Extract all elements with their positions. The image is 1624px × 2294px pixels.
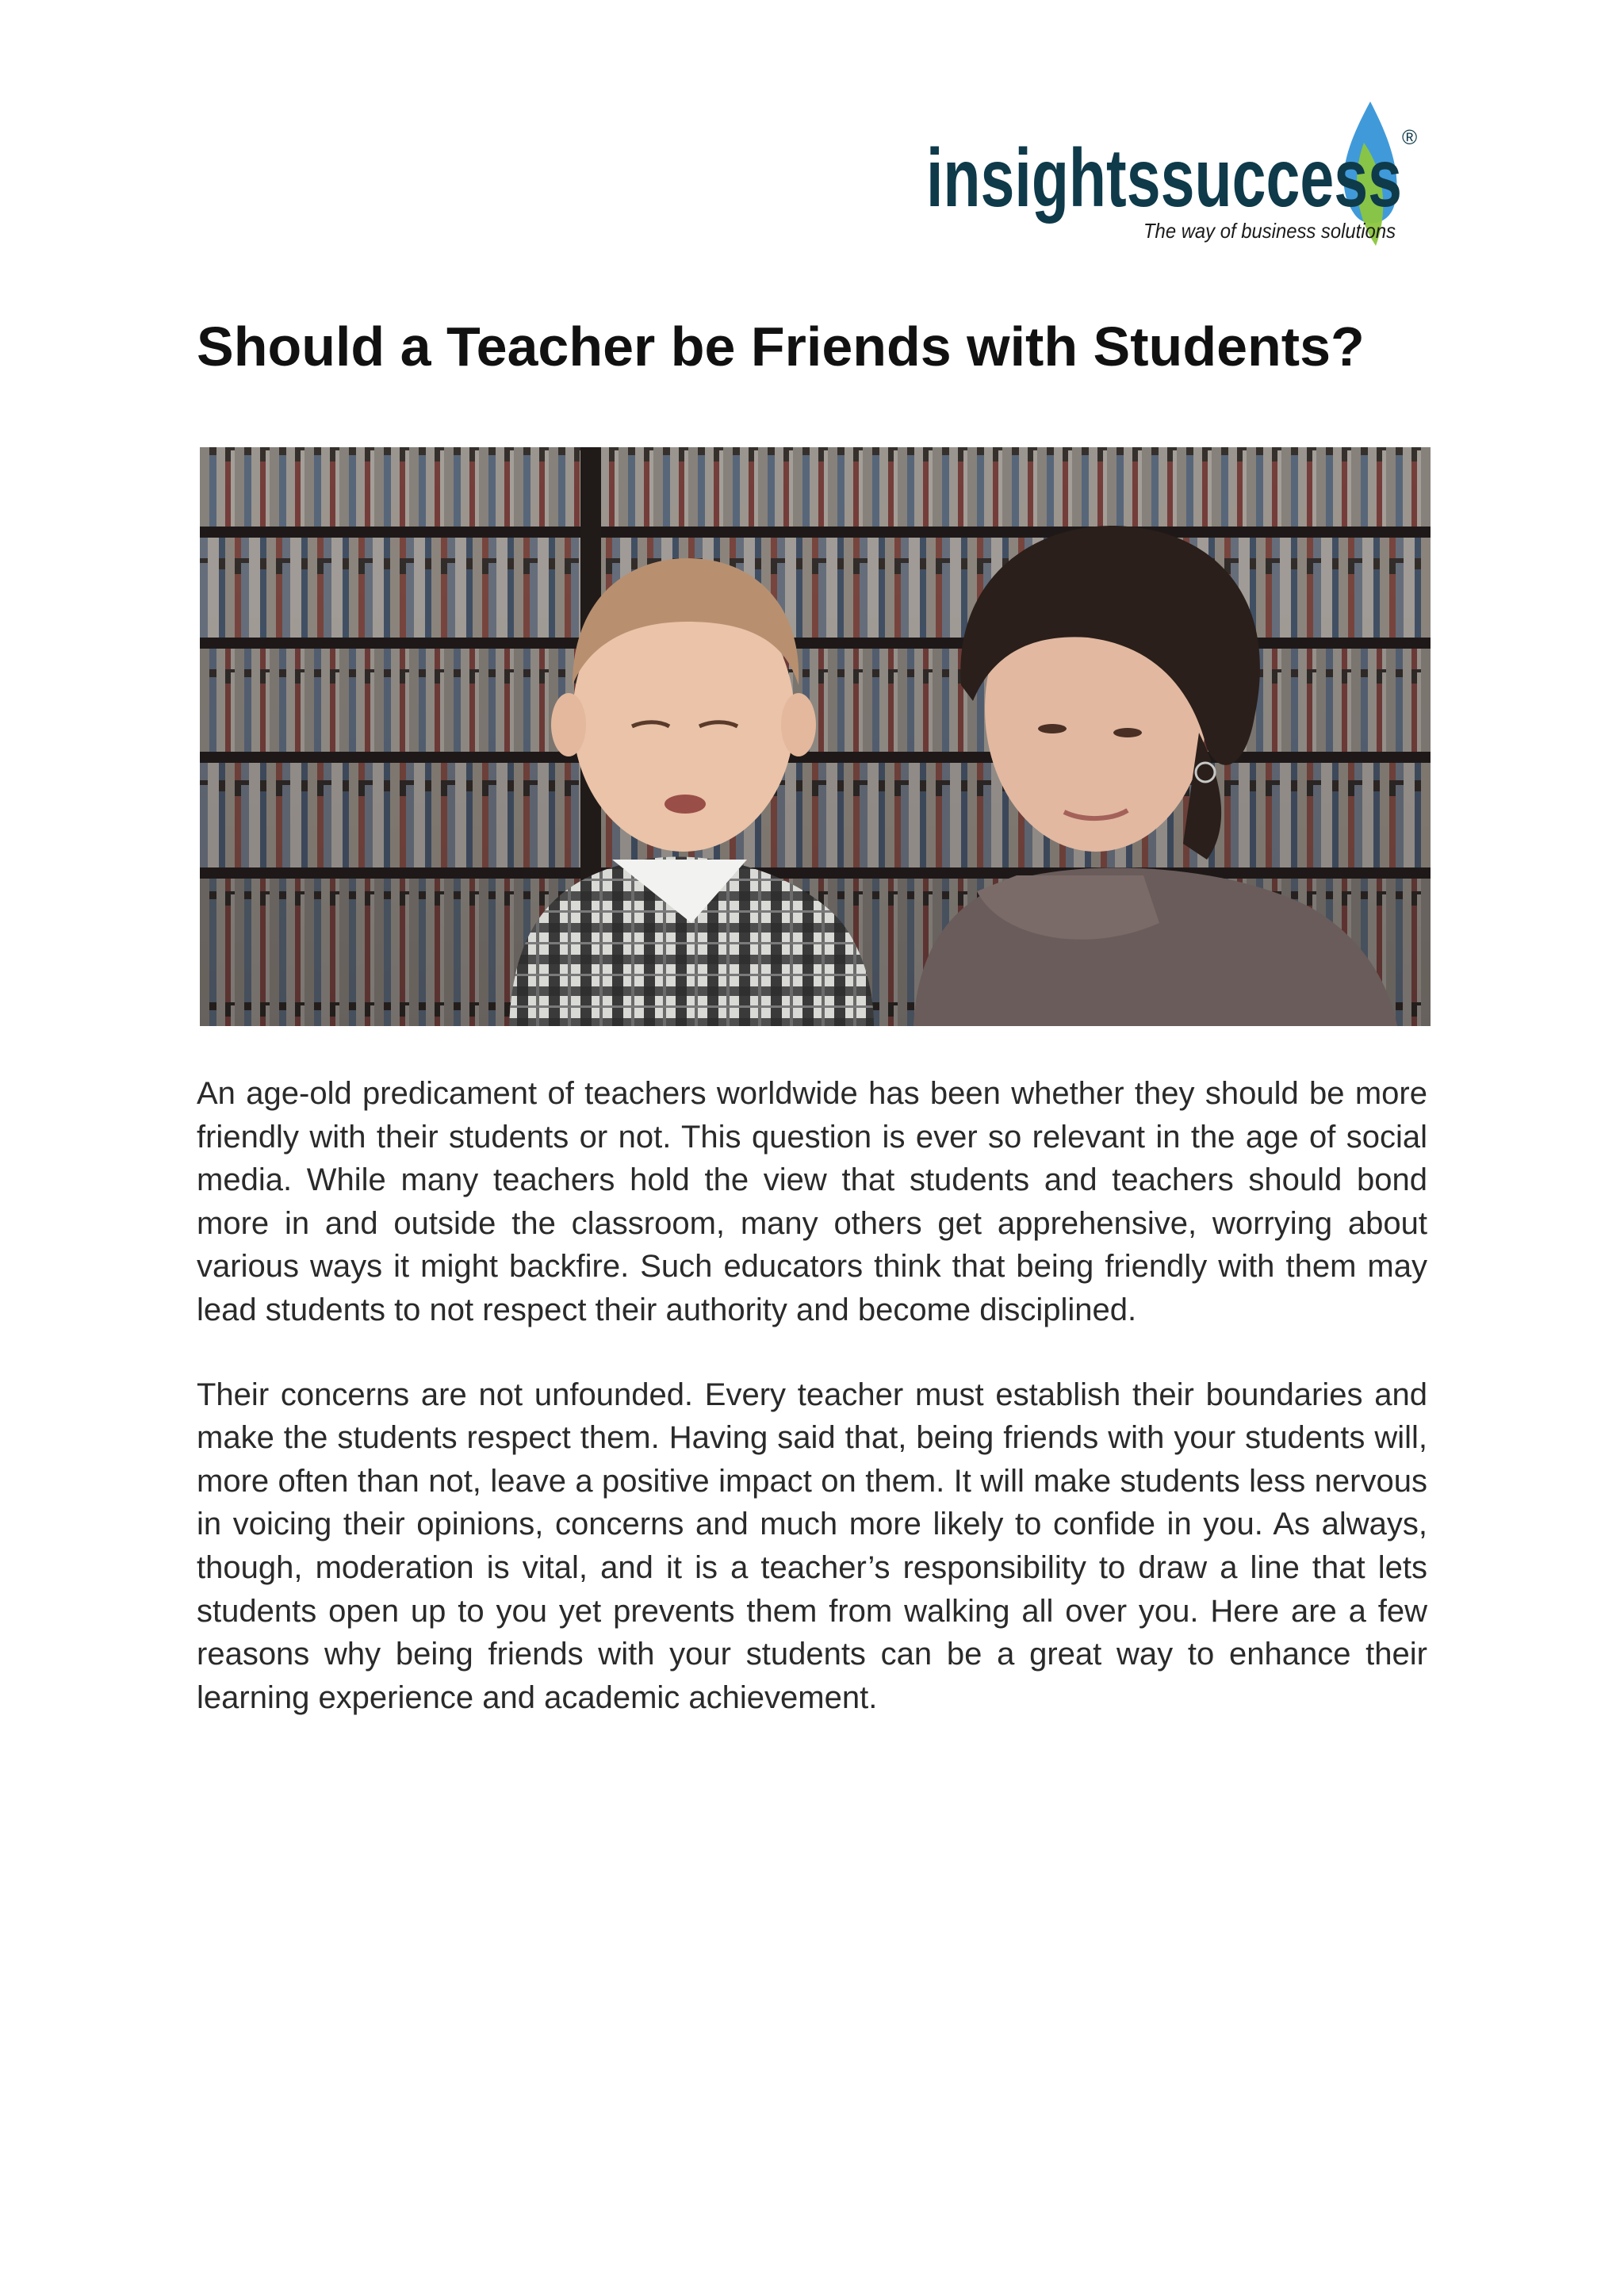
- insights-success-logo: [920, 95, 1427, 254]
- article-paragraph: Their concerns are not unfounded. Every teacher must establish their boundaries and make the students respect them. Having said that, being friends with your students will, more often than not, leave a positive impact on them. It will make students less nervous in voicing their opinions, concerns and much more likely to confide in you. As always, though, moderation is vital, and it is a teacher’s responsibility to draw a line that lets students open up to you yet prevents them from walking all over you. Here are a few reasons why being friends with your students can be a great way to enhance their learning experience and academic achievement.: [197, 1377, 1427, 1715]
- logo-tagline: The way of business solutions: [1143, 219, 1396, 243]
- teacher-and-student-in-library-photo: [200, 447, 1431, 1026]
- article-paragraph: An age-old predicament of teachers worldwide has been whether they should be more friendly with their students or not. This question is ever so relevant in the age of social media. While many teachers hold the view that students and teachers should bond more in and outside the classroom, many others get apprehensive, worrying about various ways it might backfire. Such educators think that being friendly with them may lead students to not respect their authority and become disciplined.: [197, 1076, 1427, 1327]
- logo-registered-mark: ®: [1402, 125, 1418, 149]
- article-body: [197, 1072, 1427, 1760]
- logo-wordmark: insightssuccess: [926, 132, 1402, 224]
- article-title: Should a Teacher be Friends with Students?: [197, 316, 1365, 377]
